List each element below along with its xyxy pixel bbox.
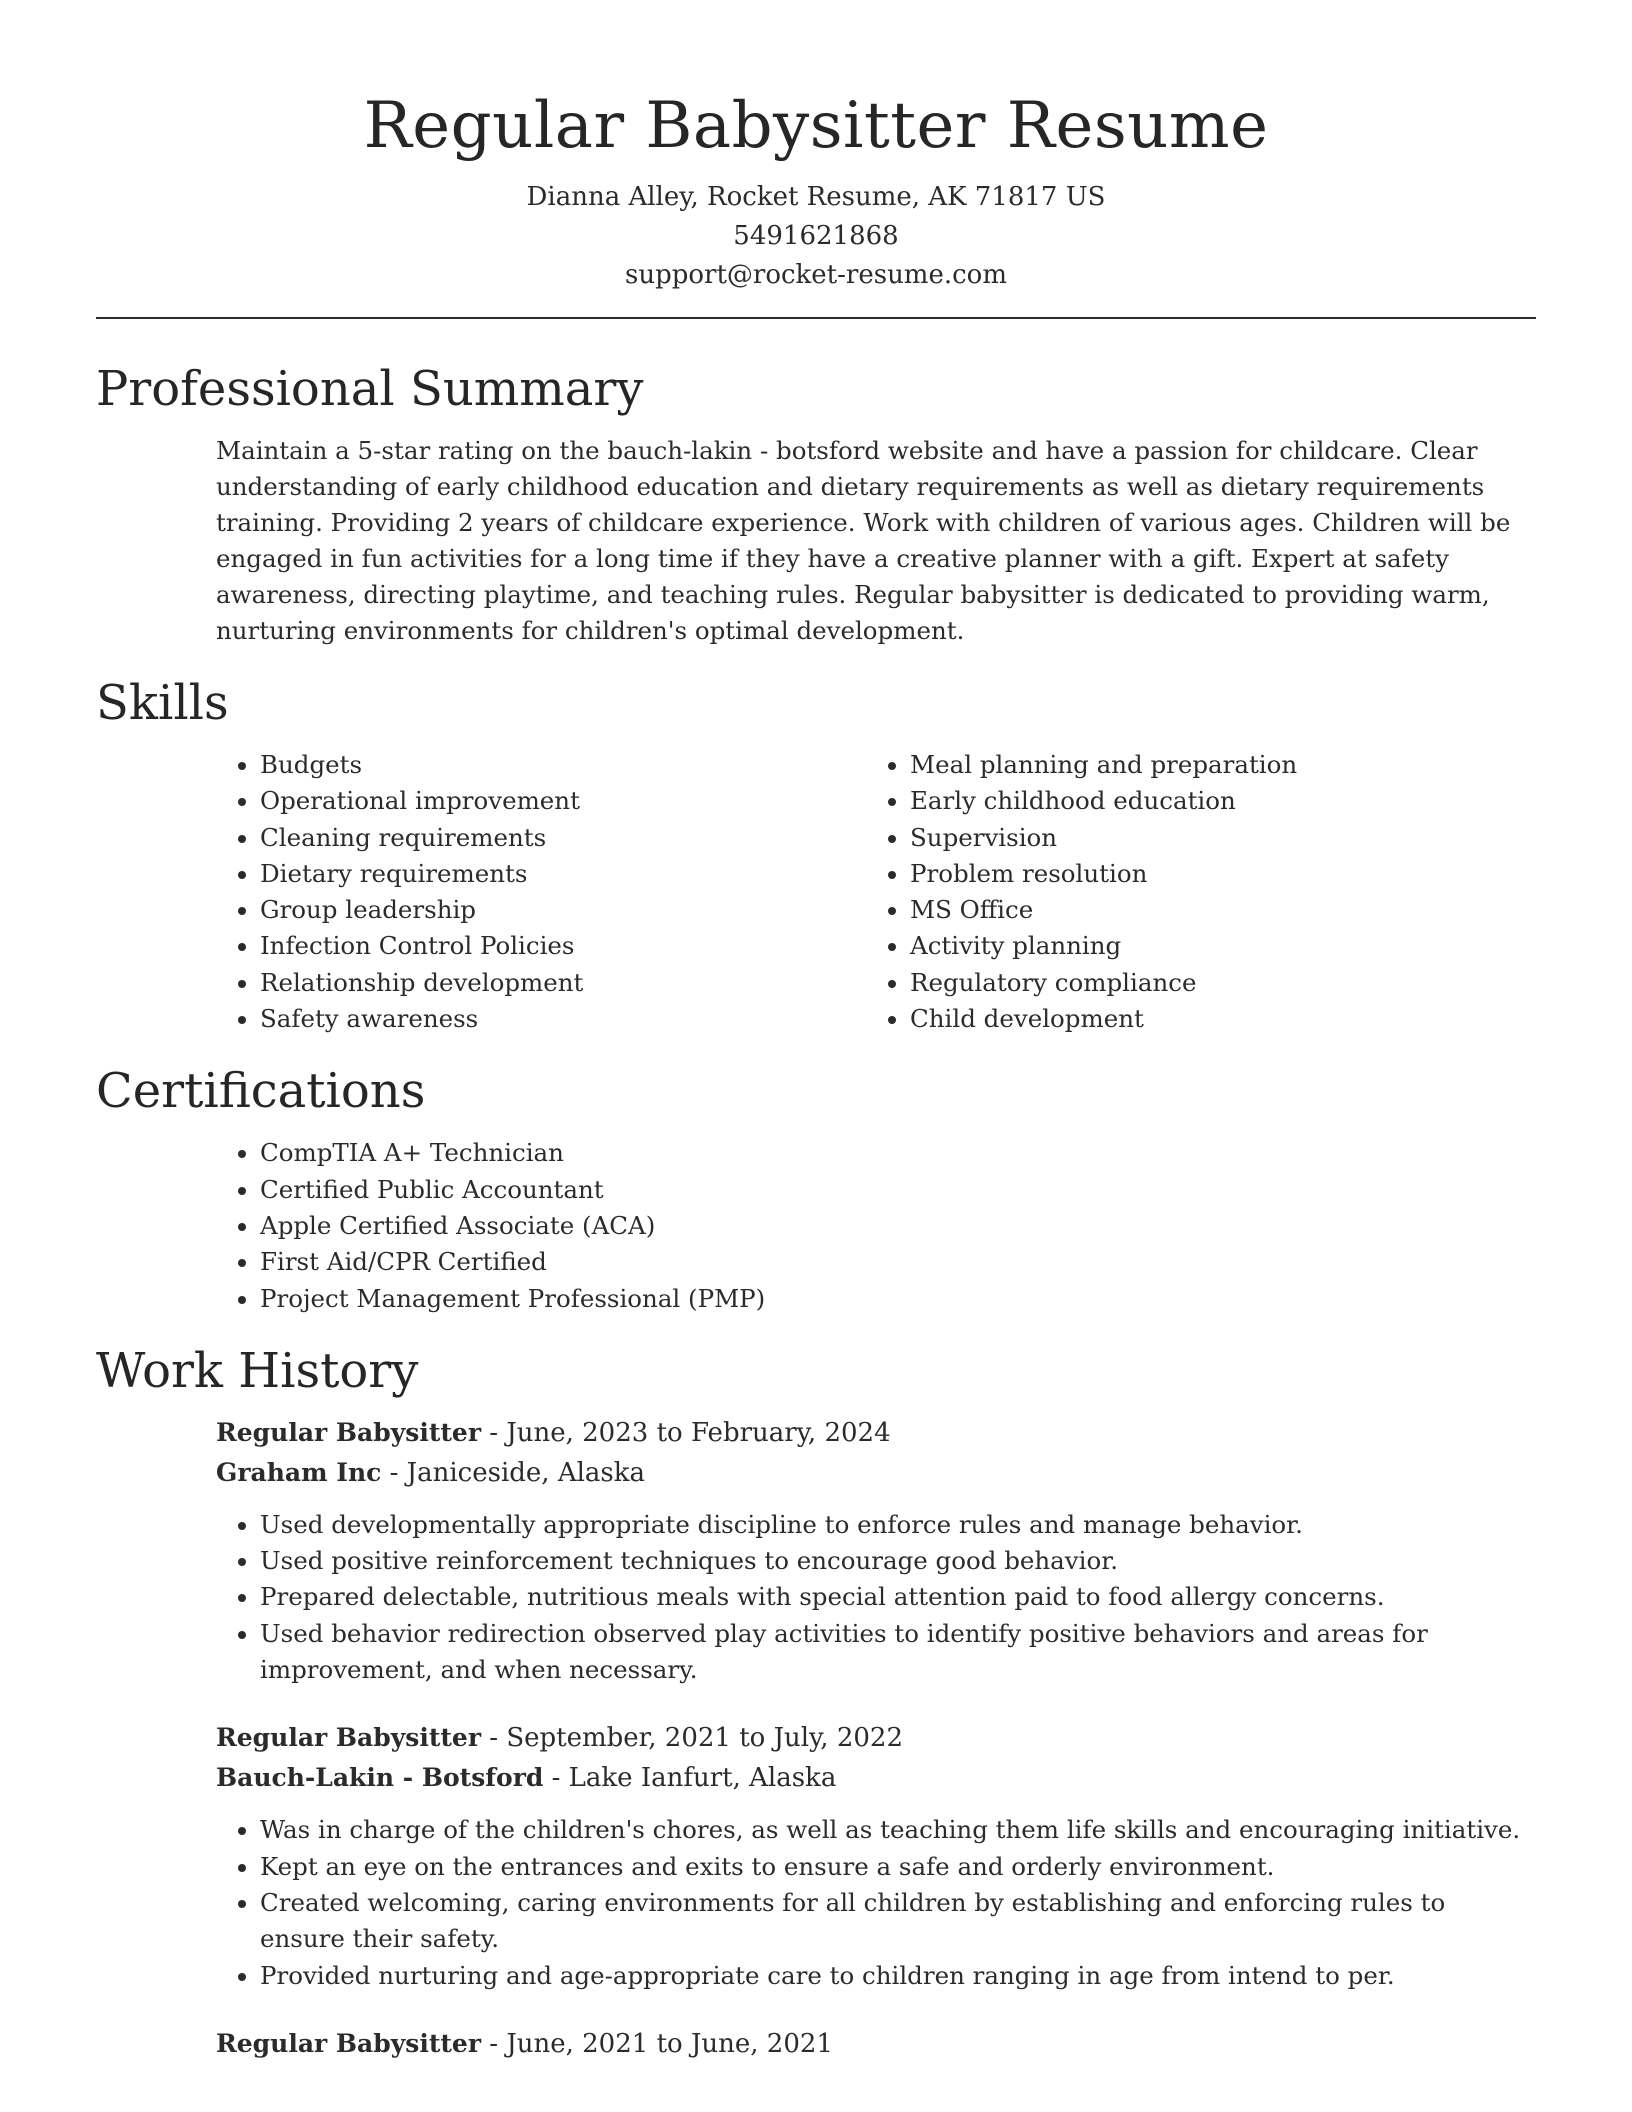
job-title-line bbox=[216, 1413, 1536, 1453]
contact-phone: 5491621868 bbox=[733, 221, 899, 251]
job-role: Regular Babysitter bbox=[216, 2028, 481, 2058]
job-dates: - June, 2023 to February, 2024 bbox=[481, 1417, 891, 1448]
certification-item: • Certified Public Accountant bbox=[260, 1172, 1536, 1208]
skill-item: • Problem resolution bbox=[910, 856, 1516, 892]
contact-email: support@rocket-resume.com bbox=[624, 260, 1007, 290]
skills-heading: Skills bbox=[96, 675, 229, 731]
header-divider bbox=[96, 317, 1536, 319]
job-title-line bbox=[216, 2024, 1536, 2064]
skills-column-right bbox=[866, 747, 1516, 1037]
job-entry bbox=[216, 1413, 1536, 1688]
skills-list bbox=[216, 747, 1536, 1037]
skill-item: • Budgets bbox=[260, 747, 866, 783]
resume-page bbox=[96, 0, 1536, 2064]
job-duty-item: • Was in charge of the children's chores, as well as teaching them life skills and encouraging initiative. bbox=[260, 1812, 1536, 1848]
job-entry bbox=[216, 1718, 1536, 1993]
job-duty-item: • Kept an eye on the entrances and exits to ensure a safe and orderly environment. bbox=[260, 1849, 1536, 1885]
certifications-heading: Certifications bbox=[96, 1063, 426, 1120]
summary-heading: Professional Summary bbox=[96, 361, 644, 417]
job-duty-item: • Created welcoming, caring environments for all children by establishing and enforcing rules to ensure their safety. bbox=[260, 1885, 1536, 1958]
skill-item: • Meal planning and preparation bbox=[910, 747, 1516, 783]
job-company: Graham Inc bbox=[216, 1457, 382, 1487]
skill-item: • Relationship development bbox=[260, 965, 866, 1001]
certification-item: • Apple Certified Associate (ACA) bbox=[260, 1208, 1536, 1244]
job-location: - Janiceside, Alaska bbox=[381, 1457, 646, 1488]
job-company-line bbox=[216, 1758, 1536, 1798]
skill-item: • Activity planning bbox=[910, 928, 1516, 964]
skill-item: • Early childhood education bbox=[910, 783, 1516, 819]
skill-item: • Safety awareness bbox=[260, 1001, 866, 1037]
job-company: Bauch-Lakin - Botsford bbox=[216, 1763, 544, 1793]
skills-column-left bbox=[216, 747, 866, 1037]
job-company-line bbox=[216, 1453, 1536, 1493]
certification-item: • First Aid/CPR Certified bbox=[260, 1244, 1536, 1280]
contact-address: Dianna Alley, Rocket Resume, AK 71817 US bbox=[526, 182, 1106, 212]
job-duty-item: • Used behavior redirection observed play activities to identify positive behaviors and areas for improvement, and when necessary. bbox=[260, 1616, 1536, 1689]
certification-item: • CompTIA A+ Technician bbox=[260, 1135, 1536, 1171]
skill-item: • Child development bbox=[910, 1001, 1516, 1037]
certifications-list bbox=[216, 1135, 1536, 1316]
job-duty-item: • Used developmentally appropriate discipline to enforce rules and manage behavior. bbox=[260, 1507, 1536, 1543]
skill-item: • Dietary requirements bbox=[260, 856, 866, 892]
job-entry bbox=[216, 2024, 1536, 2064]
skill-item: • MS Office bbox=[910, 892, 1516, 928]
skill-item: • Regulatory compliance bbox=[910, 965, 1516, 1001]
skill-item: • Operational improvement bbox=[260, 783, 866, 819]
job-title-line bbox=[216, 1718, 1536, 1758]
work-history-heading: Work History bbox=[96, 1342, 419, 1399]
job-duty-item: • Used positive reinforcement techniques to encourage good behavior. bbox=[260, 1543, 1536, 1579]
skill-item: • Group leadership bbox=[260, 892, 866, 928]
skill-item: • Infection Control Policies bbox=[260, 928, 866, 964]
job-duties bbox=[216, 1812, 1536, 1993]
job-role: Regular Babysitter bbox=[216, 1417, 481, 1447]
skill-item: • Supervision bbox=[910, 820, 1516, 856]
skill-item: • Cleaning requirements bbox=[260, 820, 866, 856]
job-duty-item: • Prepared delectable, nutritious meals with special attention paid to food allergy concerns. bbox=[260, 1579, 1536, 1615]
job-dates: - September, 2021 to July, 2022 bbox=[481, 1723, 903, 1754]
contact-block bbox=[96, 178, 1536, 295]
job-duties bbox=[216, 1507, 1536, 1688]
job-role: Regular Babysitter bbox=[216, 1723, 481, 1753]
job-location: - Lake Ianfurt, Alaska bbox=[543, 1763, 837, 1794]
certification-item: • Project Management Professional (PMP) bbox=[260, 1281, 1536, 1317]
job-duty-item: • Provided nurturing and age-appropriate care to children ranging in age from intend to per. bbox=[260, 1958, 1536, 1994]
job-dates: - June, 2021 to June, 2021 bbox=[481, 2028, 833, 2059]
summary-text: Maintain a 5-star rating on the bauch-lakin - botsford website and have a passion for childcare. Clear understanding of early childhood education and dietary requirements as well as dietary requirements training. Providing 2 years of childcare experience. Work with children of various ages. Children will be engaged in fun activities for a long time if they have a creative planner with a gift. Expert at safety awareness, directing playtime, and teaching rules. Regular babysitter is dedicated to providing warm, nurturing environments for children's optimal development. bbox=[216, 436, 1511, 645]
resume-title: Regular Babysitter Resume bbox=[363, 89, 1269, 163]
